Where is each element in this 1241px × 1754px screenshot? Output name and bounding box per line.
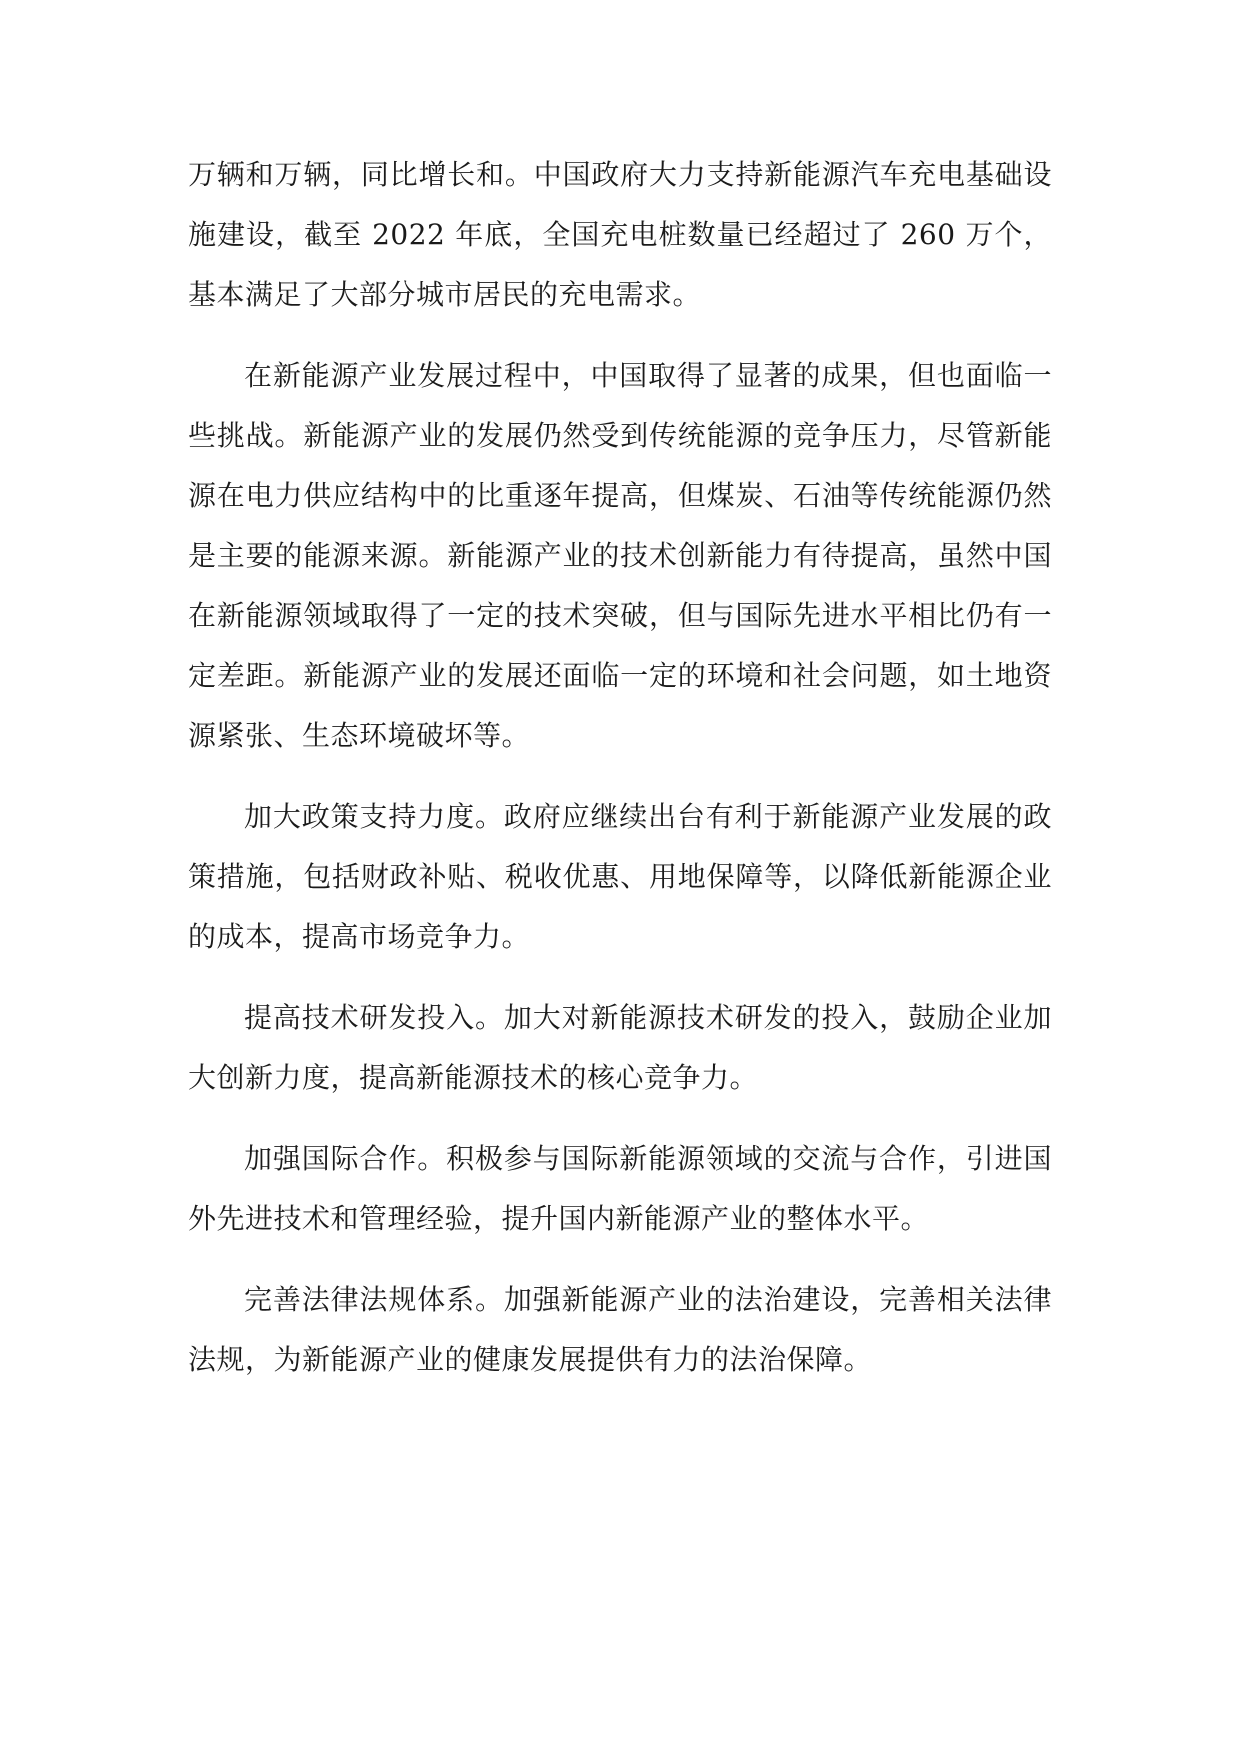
paragraph-challenges: 在新能源产业发展过程中，中国取得了显著的成果，但也面临一些挑战。新能源产业的发展仍然受到传统能源的竞争压力，尽管新能源在电力供应结构中的比重逐年提高，但煤炭、石油等传统能源仍然是主要的能源来源。新能源产业的技术创新能力有待提高，虽然中国在新能源领域取得了一定的技术突破，但与国际先进水平相比仍有一定差距。新能源产业的发展还面临一定的环境和社会问题，如土地资源紧张、生态环境破坏等。: [188, 359, 1052, 752]
paragraph-international-cooperation: 加强国际合作。积极参与国际新能源领域的交流与合作，引进国外先进技术和管理经验，提升国内新能源产业的整体水平。: [188, 1142, 1052, 1235]
document-body: [188, 145, 1052, 1411]
paragraph-legal-system: 完善法律法规体系。加强新能源产业的法治建设，完善相关法律法规，为新能源产业的健康发展提供有力的法治保障。: [188, 1283, 1052, 1376]
paragraph-charging-infrastructure: 万辆和万辆，同比增长和。中国政府大力支持新能源汽车充电基础设施建设，截至 2022 年底，全国充电桩数量已经超过了 260 万个，基本满足了大部分城市居民的充电需求。: [188, 158, 1052, 311]
paragraph-policy-support: 加大政策支持力度。政府应继续出台有利于新能源产业发展的政策措施，包括财政补贴、税收优惠、用地保障等，以降低新能源企业的成本，提高市场竞争力。: [188, 800, 1052, 953]
paragraph-rd-investment: 提高技术研发投入。加大对新能源技术研发的投入，鼓励企业加大创新力度，提高新能源技术的核心竞争力。: [188, 1001, 1052, 1094]
